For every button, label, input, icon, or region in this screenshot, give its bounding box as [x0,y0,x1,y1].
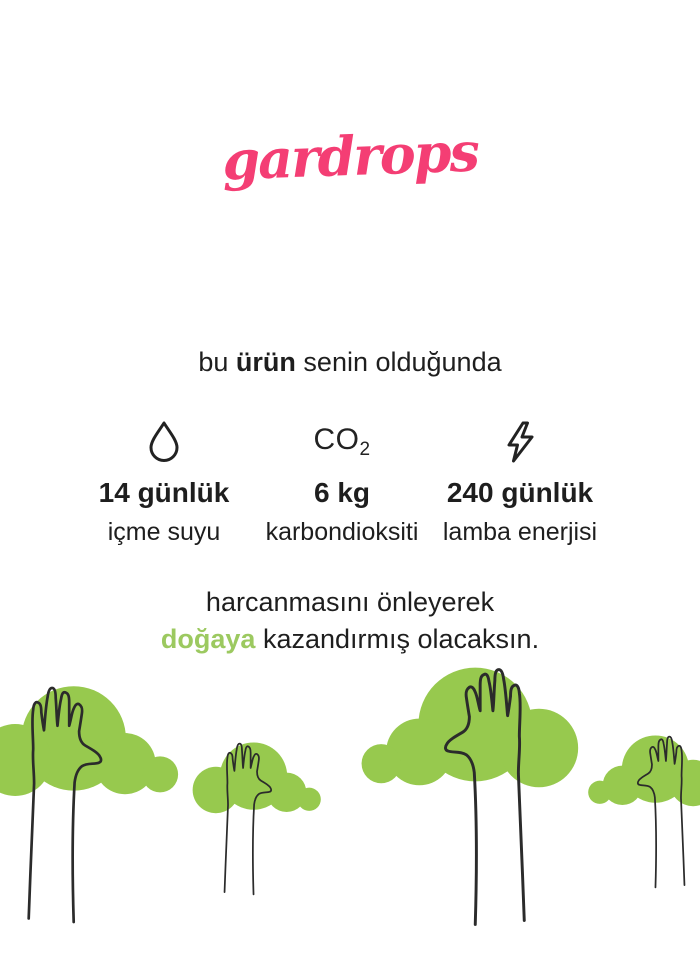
hand-tree-4 [588,735,700,887]
stat-label: lamba enerjisi [442,518,598,546]
stat-value: 6 kg [313,477,371,508]
lightning-bolt-icon [499,416,541,468]
headline-post: senin olduğunda [295,347,502,377]
stat-lamp-energy [431,416,609,547]
hand-tree-2 [193,742,321,894]
stat-drinking-water [75,416,253,547]
stat-label: karbondioksiti [265,518,419,546]
closing-line2-rest: kazandırmış olacaksın. [255,624,540,654]
stat-value: 14 günlük [98,477,230,508]
impact-stats-row [75,416,609,547]
water-drop-icon [143,416,185,468]
co2-icon [313,416,370,468]
headline-emphasis: ürün [235,347,296,377]
headline [0,346,700,378]
raised-hand-trees-illustration [0,650,700,980]
hand-tree-1 [0,686,178,922]
stat-value: 240 günlük [446,477,594,508]
closing-highlight: doğaya [160,624,256,654]
hand-tree-3 [362,668,579,925]
gardrops-logo: gardrops [221,119,479,193]
co2-symbol: CO [313,423,360,456]
closing-line1: harcanmasını önleyerek [205,587,495,617]
closing-message [0,584,700,658]
co2-subscript: 2 [359,439,371,460]
headline-pre: bu [198,347,236,377]
stat-label: içme suyu [107,518,221,546]
stat-carbon-dioxide [253,416,431,547]
